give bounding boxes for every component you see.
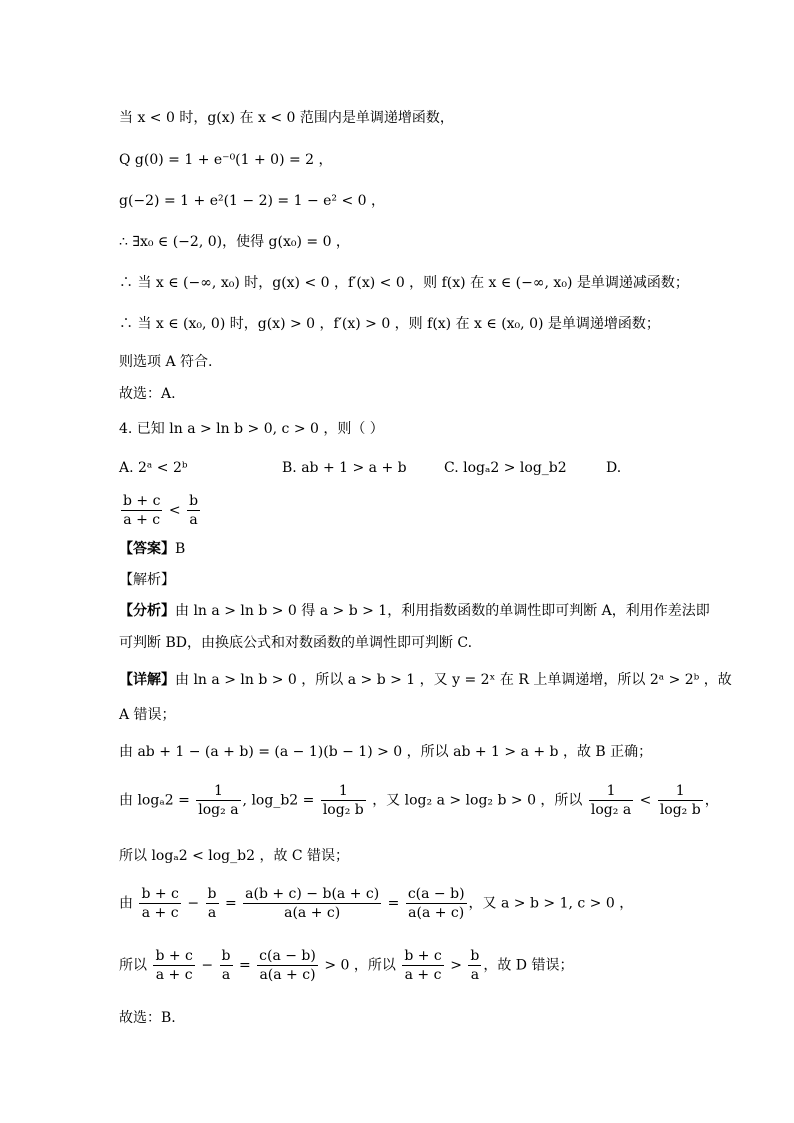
answer-value: B (175, 541, 186, 557)
solution-line-2: Q g(0) = 1 + e⁻⁰(1 + 0) = 2 ， (119, 152, 333, 168)
detail-line-6: 由 $\frac{b + c}{a + c}$ − $\frac{b}{a}$ = $\frac{a(b + c) - b(a + c)}{a(a + c)}$ = $\frac{c(a - b)}{a(a + c)}$ ，又 a > b > 1, c > 0 ， (119, 886, 634, 921)
solution-line-7: 则选项 A 符合. (119, 354, 213, 370)
answer-tag: 【答案】 (119, 541, 175, 557)
fraction: $\frac{b + c}{a + c}$ (141, 886, 179, 921)
fraction: $\frac{1}{\text{log₂ a}}$ (198, 783, 239, 818)
analysis-tag: 【解析】 (119, 572, 175, 588)
detail-line-8: 故选：B. (119, 1010, 176, 1026)
solution-line-3: g(−2) = 1 + e²(1 − 2) = 1 − e² < 0 ， (119, 193, 386, 209)
fraction: $\frac{b}{a}$ (221, 948, 231, 983)
detail-line-2: A 错误； (119, 707, 176, 723)
option-a: A. 2ᵃ < 2ᵇ (119, 460, 188, 476)
fraction: $\frac{b}{a}$ (207, 886, 217, 921)
detail-line-3: 由 ab + 1 − (a + b) = (a − 1)(b − 1) > 0 ，所以 ab + 1 > a + b ，故 B 正确； (119, 744, 653, 760)
fenxi-line-1: 【分析】由 ln a > ln b > 0 得 a > b > 1，利用指数函数的单调性即可判断 A，利用作差法即 (119, 603, 710, 619)
solution-line-8: 故选：A. (119, 386, 176, 402)
fraction: $\frac{b}{a}$ (189, 493, 199, 528)
fenxi-line-2: 可判断 BD，由换底公式和对数函数的单调性即可判断 C. (119, 635, 473, 651)
detail-line-7: 所以 $\frac{b + c}{a + c}$ − $\frac{b}{a}$ = $\frac{c(a - b)}{a(a + c)}$ > 0 ，所以 $\frac{b + c}{a + c}$ > $\frac{b}{a}$ ，故 D 错误； (119, 948, 574, 983)
options-row (119, 460, 679, 480)
fraction: $\frac{a(b + c) - b(a + c)}{a(a + c)}$ (245, 886, 380, 921)
option-b: B. ab + 1 > a + b (282, 460, 407, 476)
option-d-label: D. (606, 460, 622, 476)
option-c: C. logₐ2 > log_b2 (444, 460, 567, 476)
fraction: $\frac{b}{a}$ (470, 948, 480, 983)
fraction: $\frac{1}{\text{log₂ b}}$ (659, 783, 701, 818)
fraction: $\frac{c(a - b)}{a(a + c)}$ (259, 948, 316, 983)
fraction: $\frac{b + c}{a + c}$ (404, 948, 442, 983)
fraction: $\frac{1}{\text{log₂ a}}$ (590, 783, 632, 818)
option-d-expression: $\frac{b + c}{a + c}$ < $\frac{b}{a}$ (123, 493, 199, 528)
fenxi-tag: 【分析】 (119, 603, 175, 619)
fraction: $\frac{b + c}{a + c}$ (123, 493, 161, 528)
fraction: $\frac{c(a - b)}{a(a + c)}$ (407, 886, 465, 921)
solution-line-6: ∴ 当 x ∈ (x₀, 0) 时，g(x) > 0 ，f′(x) > 0 ，则 f(x) 在 x ∈ (x₀, 0) 是单调递增函数； (119, 316, 660, 332)
fraction: $\frac{b + c}{a + c}$ (155, 948, 193, 983)
detail-tag: 【详解】 (119, 672, 175, 688)
solution-line-4: ∴ ∃x₀ ∈ (−2, 0)，使得 g(x₀) = 0 ， (119, 234, 350, 250)
answer-line (119, 539, 185, 559)
solution-line-1: 当 x < 0 时，g(x) 在 x < 0 范围内是单调递增函数， (119, 110, 454, 126)
detail-line-5: 所以 logₐ2 < log_b2 ，故 C 错误； (119, 848, 350, 864)
detail-line-4: 由 logₐ2 = $\frac{1}{\text{log₂ a}}$ , log_b2 = $\frac{1}{\text{log₂ b}}$ ，又 log₂ a > log₂ b > 0 ，所以 $\frac{1}{\text{log₂ a}}$ < $\frac{1}{\text{log₂ b}}$ ， (119, 783, 719, 818)
fraction: $\frac{1}{\text{log₂ b}}$ (322, 783, 364, 818)
solution-line-5: ∴ 当 x ∈ (−∞, x₀) 时，g(x) < 0 ，f′(x) < 0 ，则 f(x) 在 x ∈ (−∞, x₀) 是单调递减函数； (119, 275, 689, 291)
detail-line-1: 【详解】由 ln a > ln b > 0 ，所以 a > b > 1 ，又 y = 2ˣ 在 R 上单调递增，所以 2ᵃ > 2ᵇ ，故 (119, 672, 732, 688)
question-4: 4. 已知 ln a > ln b > 0, c > 0 ，则（ ） (119, 421, 384, 437)
